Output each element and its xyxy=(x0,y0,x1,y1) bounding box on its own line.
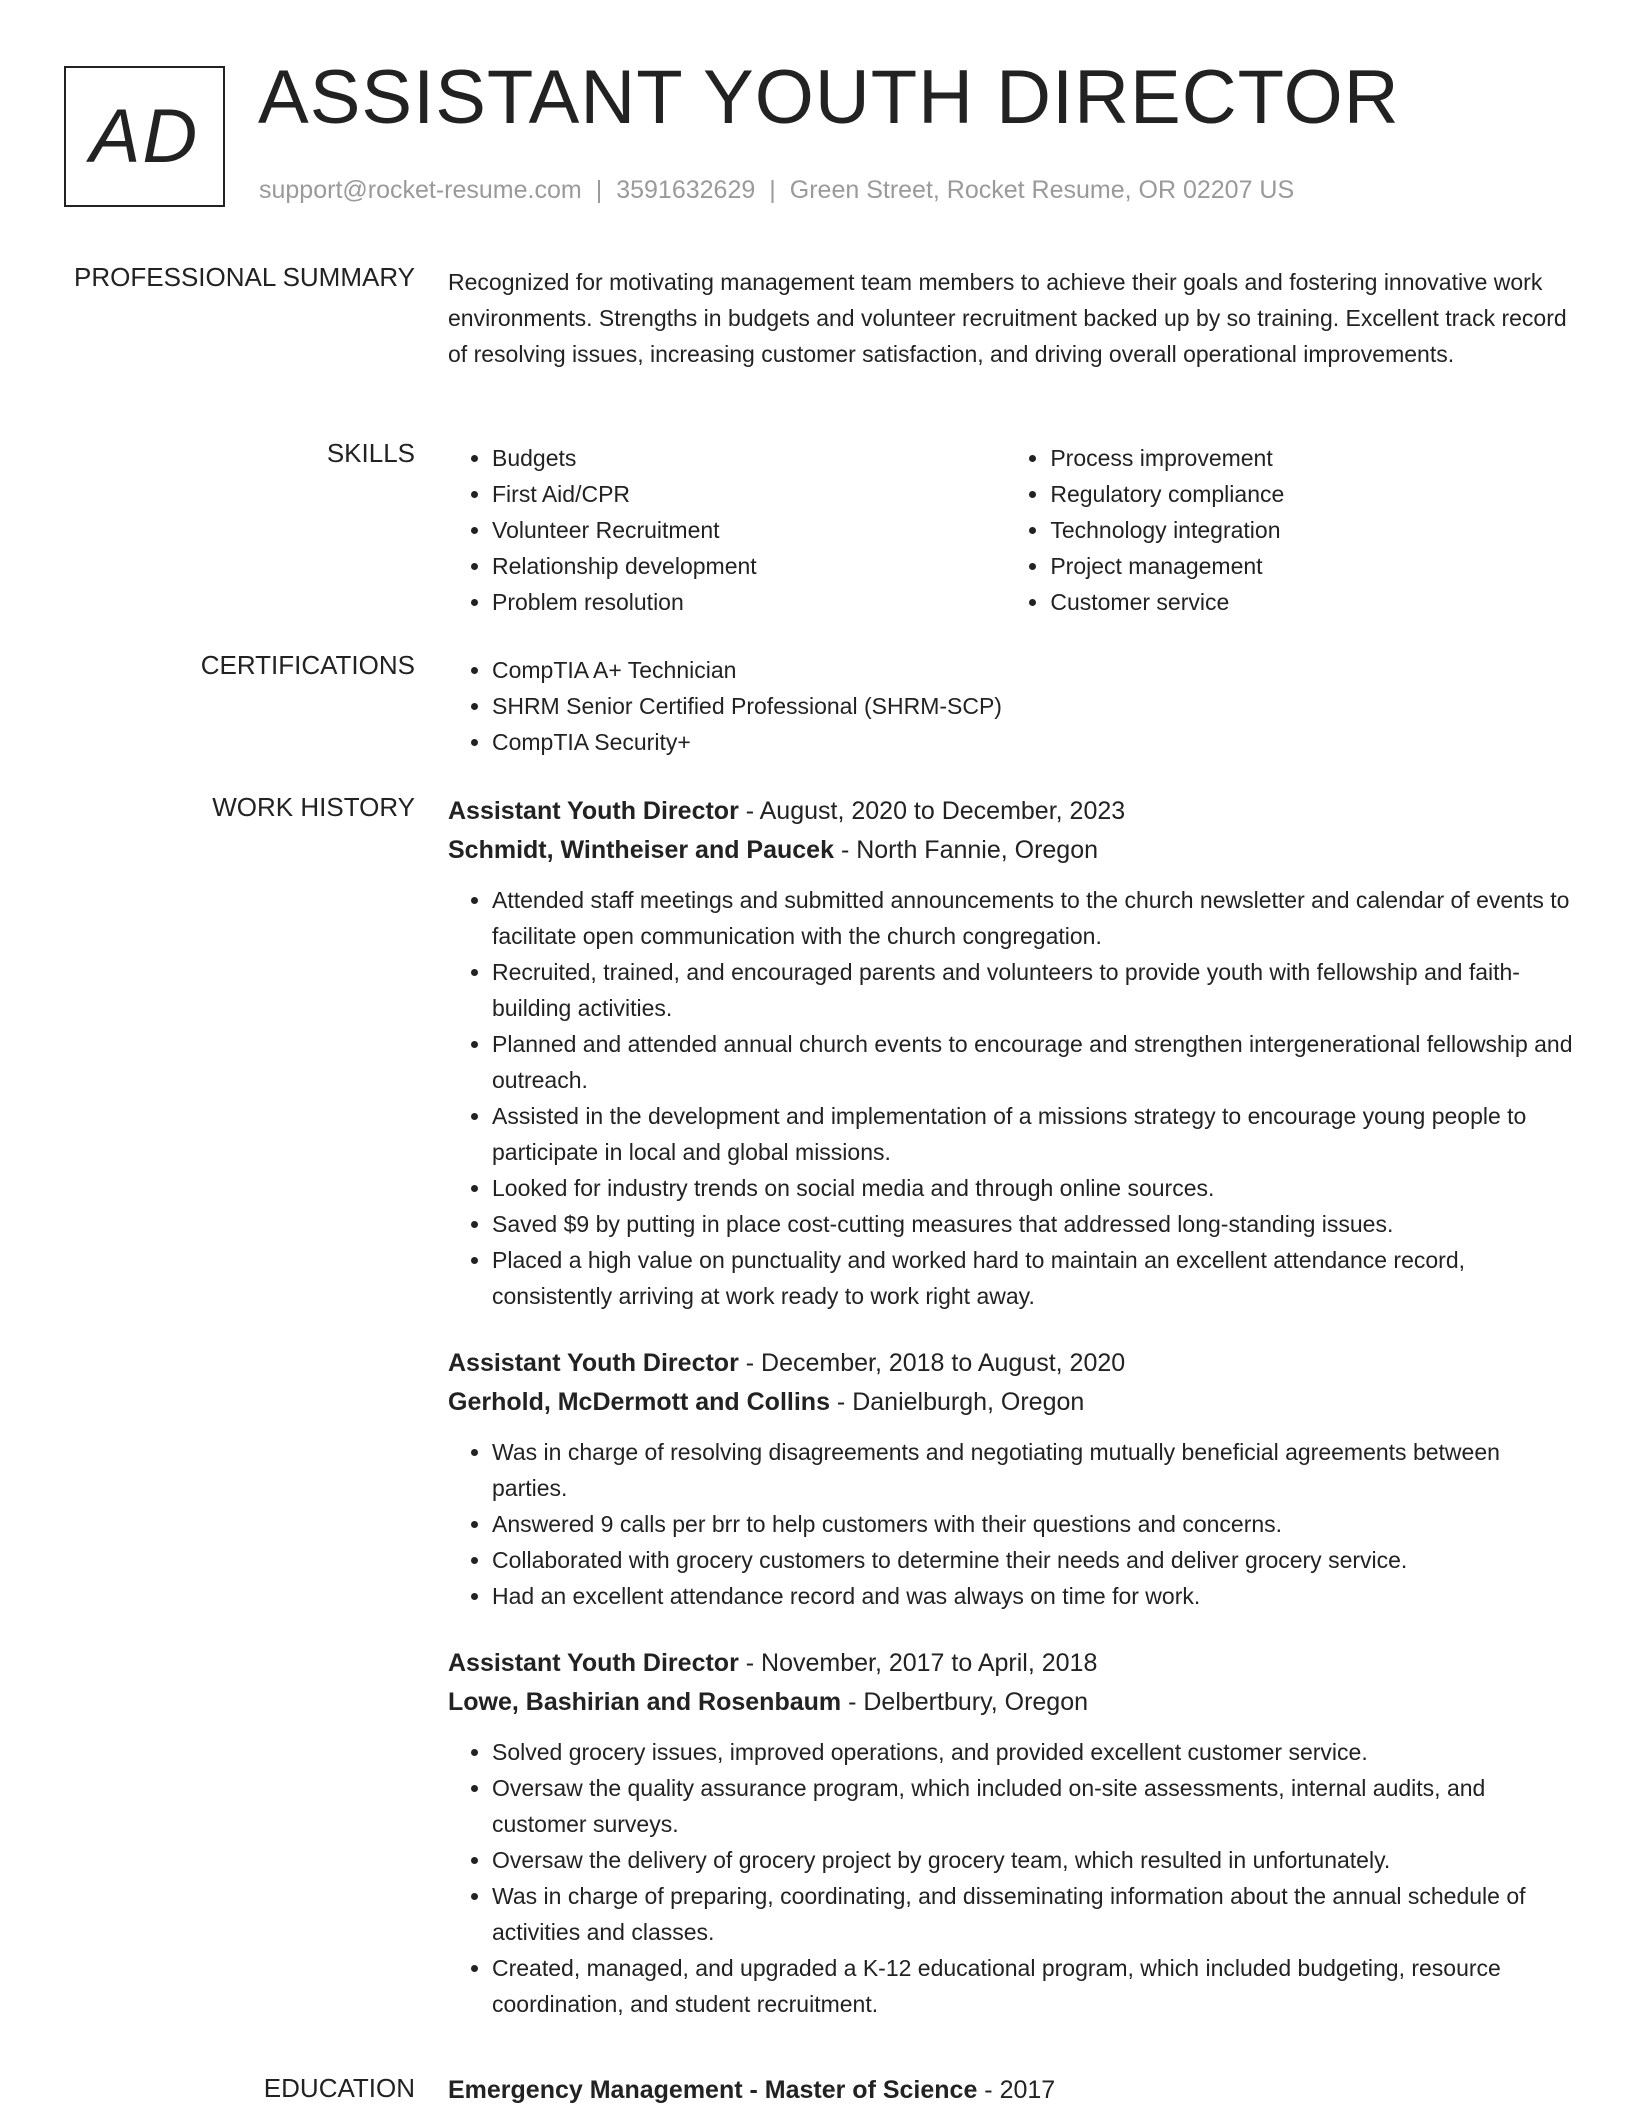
job-bullet: • Oversaw the delivery of grocery project by grocery team, which resulted in unfortunately. xyxy=(492,1842,1574,1878)
skills-list-left xyxy=(448,440,1006,620)
skill-item: • Problem resolution xyxy=(492,584,1006,620)
skill-item: • Relationship development xyxy=(492,548,1006,584)
job-bullet: • Was in charge of resolving disagreements and negotiating mutually beneficial agreements between parties. xyxy=(492,1434,1574,1506)
job-bullets xyxy=(448,882,1574,1314)
job-bullet: • Assisted in the development and implementation of a missions strategy to encourage young people to participate in local and global missions. xyxy=(492,1098,1574,1170)
certifications-body xyxy=(448,652,1574,760)
job-company-line xyxy=(448,1683,1574,1722)
skill-item: • Technology integration xyxy=(1050,512,1574,548)
section-label-summary: PROFESSIONAL SUMMARY xyxy=(74,262,415,292)
resume-title: ASSISTANT YOUTH DIRECTOR xyxy=(258,55,1400,140)
job-bullet: • Recruited, trained, and encouraged parents and volunteers to provide youth with fellowship and faith-building activities. xyxy=(492,954,1574,1026)
education-line xyxy=(448,2071,1574,2110)
section-label-skills: SKILLS xyxy=(326,438,415,468)
skill-item: • Regulatory compliance xyxy=(1050,476,1574,512)
job-bullet: • Was in charge of preparing, coordinating, and disseminating information about the annual schedule of activities and classes. xyxy=(492,1878,1574,1950)
skill-item: • Project management xyxy=(1050,548,1574,584)
job-entry xyxy=(448,1344,1574,1614)
job-bullet: • Answered 9 calls per brr to help customers with their questions and concerns. xyxy=(492,1506,1574,1542)
certification-item: • CompTIA A+ Technician xyxy=(492,652,1574,688)
summary-body xyxy=(448,264,1574,372)
certification-item: • SHRM Senior Certified Professional (SHRM-SCP) xyxy=(492,688,1574,724)
monogram-badge: AD xyxy=(64,66,225,207)
skill-item: • Budgets xyxy=(492,440,1006,476)
contact-line xyxy=(259,176,1294,205)
certifications-list xyxy=(448,652,1574,760)
job-dates: - November, 2017 to April, 2018 xyxy=(738,1649,1098,1677)
skills-list-right xyxy=(1006,440,1574,620)
job-title: Assistant Youth Director xyxy=(448,797,739,825)
job-title-line xyxy=(448,792,1574,831)
education-year: - 2017 xyxy=(977,2076,1056,2104)
skill-item: • First Aid/CPR xyxy=(492,476,1006,512)
job-bullet: • Placed a high value on punctuality and worked hard to maintain an excellent attendance record, consistently arriving at work ready to work right away. xyxy=(492,1242,1574,1314)
job-bullet: • Collaborated with grocery customers to determine their needs and deliver grocery service. xyxy=(492,1542,1574,1578)
job-bullets xyxy=(448,1434,1574,1614)
job-title-line xyxy=(448,1344,1574,1383)
job-location: - Delbertbury, Oregon xyxy=(841,1688,1089,1716)
contact-address: Green Street, Rocket Resume, OR 02207 US xyxy=(789,176,1295,204)
job-bullet: • Looked for industry trends on social media and through online sources. xyxy=(492,1170,1574,1206)
job-location: - North Fannie, Oregon xyxy=(834,836,1099,864)
contact-separator: | xyxy=(595,176,603,204)
job-company-line xyxy=(448,831,1574,870)
job-bullet: • Had an excellent attendance record and was always on time for work. xyxy=(492,1578,1574,1614)
job-company: Lowe, Bashirian and Rosenbaum xyxy=(448,1688,842,1716)
contact-phone: 3591632629 xyxy=(616,176,756,204)
section-label-education: EDUCATION xyxy=(263,2073,415,2103)
job-bullet: • Planned and attended annual church events to encourage and strengthen intergenerational fellowship and outreach. xyxy=(492,1026,1574,1098)
skills-body xyxy=(448,440,1574,620)
contact-email: support@rocket-resume.com xyxy=(259,176,582,204)
skill-item: • Customer service xyxy=(1050,584,1574,620)
job-bullet: • Oversaw the quality assurance program, which included on-site assessments, internal audits, and customer surveys. xyxy=(492,1770,1574,1842)
job-bullet: • Attended staff meetings and submitted announcements to the church newsletter and calendar of events to facilitate open communication with the church congregation. xyxy=(492,882,1574,954)
skill-item: • Process improvement xyxy=(1050,440,1574,476)
job-location: - Danielburgh, Oregon xyxy=(829,1388,1085,1416)
work-history-body xyxy=(448,792,1574,2052)
job-title-line xyxy=(448,1644,1574,1683)
job-title: Assistant Youth Director xyxy=(448,1649,739,1677)
job-company-line xyxy=(448,1383,1574,1422)
section-label-certifications: CERTIFICATIONS xyxy=(200,650,415,680)
job-company: Gerhold, McDermott and Collins xyxy=(448,1388,830,1416)
job-bullets xyxy=(448,1734,1574,2022)
job-dates: - August, 2020 to December, 2023 xyxy=(738,797,1126,825)
education-degree: Emergency Management - Master of Science xyxy=(448,2076,978,2104)
job-entry xyxy=(448,1644,1574,2022)
education-body xyxy=(448,2071,1574,2110)
job-bullet: • Solved grocery issues, improved operations, and provided excellent customer service. xyxy=(492,1734,1574,1770)
contact-separator: | xyxy=(769,176,776,204)
job-entry xyxy=(448,792,1574,1314)
job-bullet: • Created, managed, and upgraded a K-12 educational program, which included budgeting, resource coordination, and student recruitment. xyxy=(492,1950,1574,2022)
job-title: Assistant Youth Director xyxy=(448,1349,739,1377)
job-company: Schmidt, Wintheiser and Paucek xyxy=(448,836,834,864)
skill-item: • Volunteer Recruitment xyxy=(492,512,1006,548)
job-dates: - December, 2018 to August, 2020 xyxy=(738,1349,1126,1377)
section-label-work-history: WORK HISTORY xyxy=(212,792,415,822)
certification-item: • CompTIA Security+ xyxy=(492,724,1574,760)
summary-text: Recognized for motivating management team members to achieve their goals and fostering innovative work environments. Strengths in budgets and volunteer recruitment backed up by so training. Excellent track record of resolving issues, increasing customer satisfaction, and driving overall operational improvements. xyxy=(448,269,1567,367)
job-bullet: • Saved $9 by putting in place cost-cutting measures that addressed long-standing issues. xyxy=(492,1206,1574,1242)
